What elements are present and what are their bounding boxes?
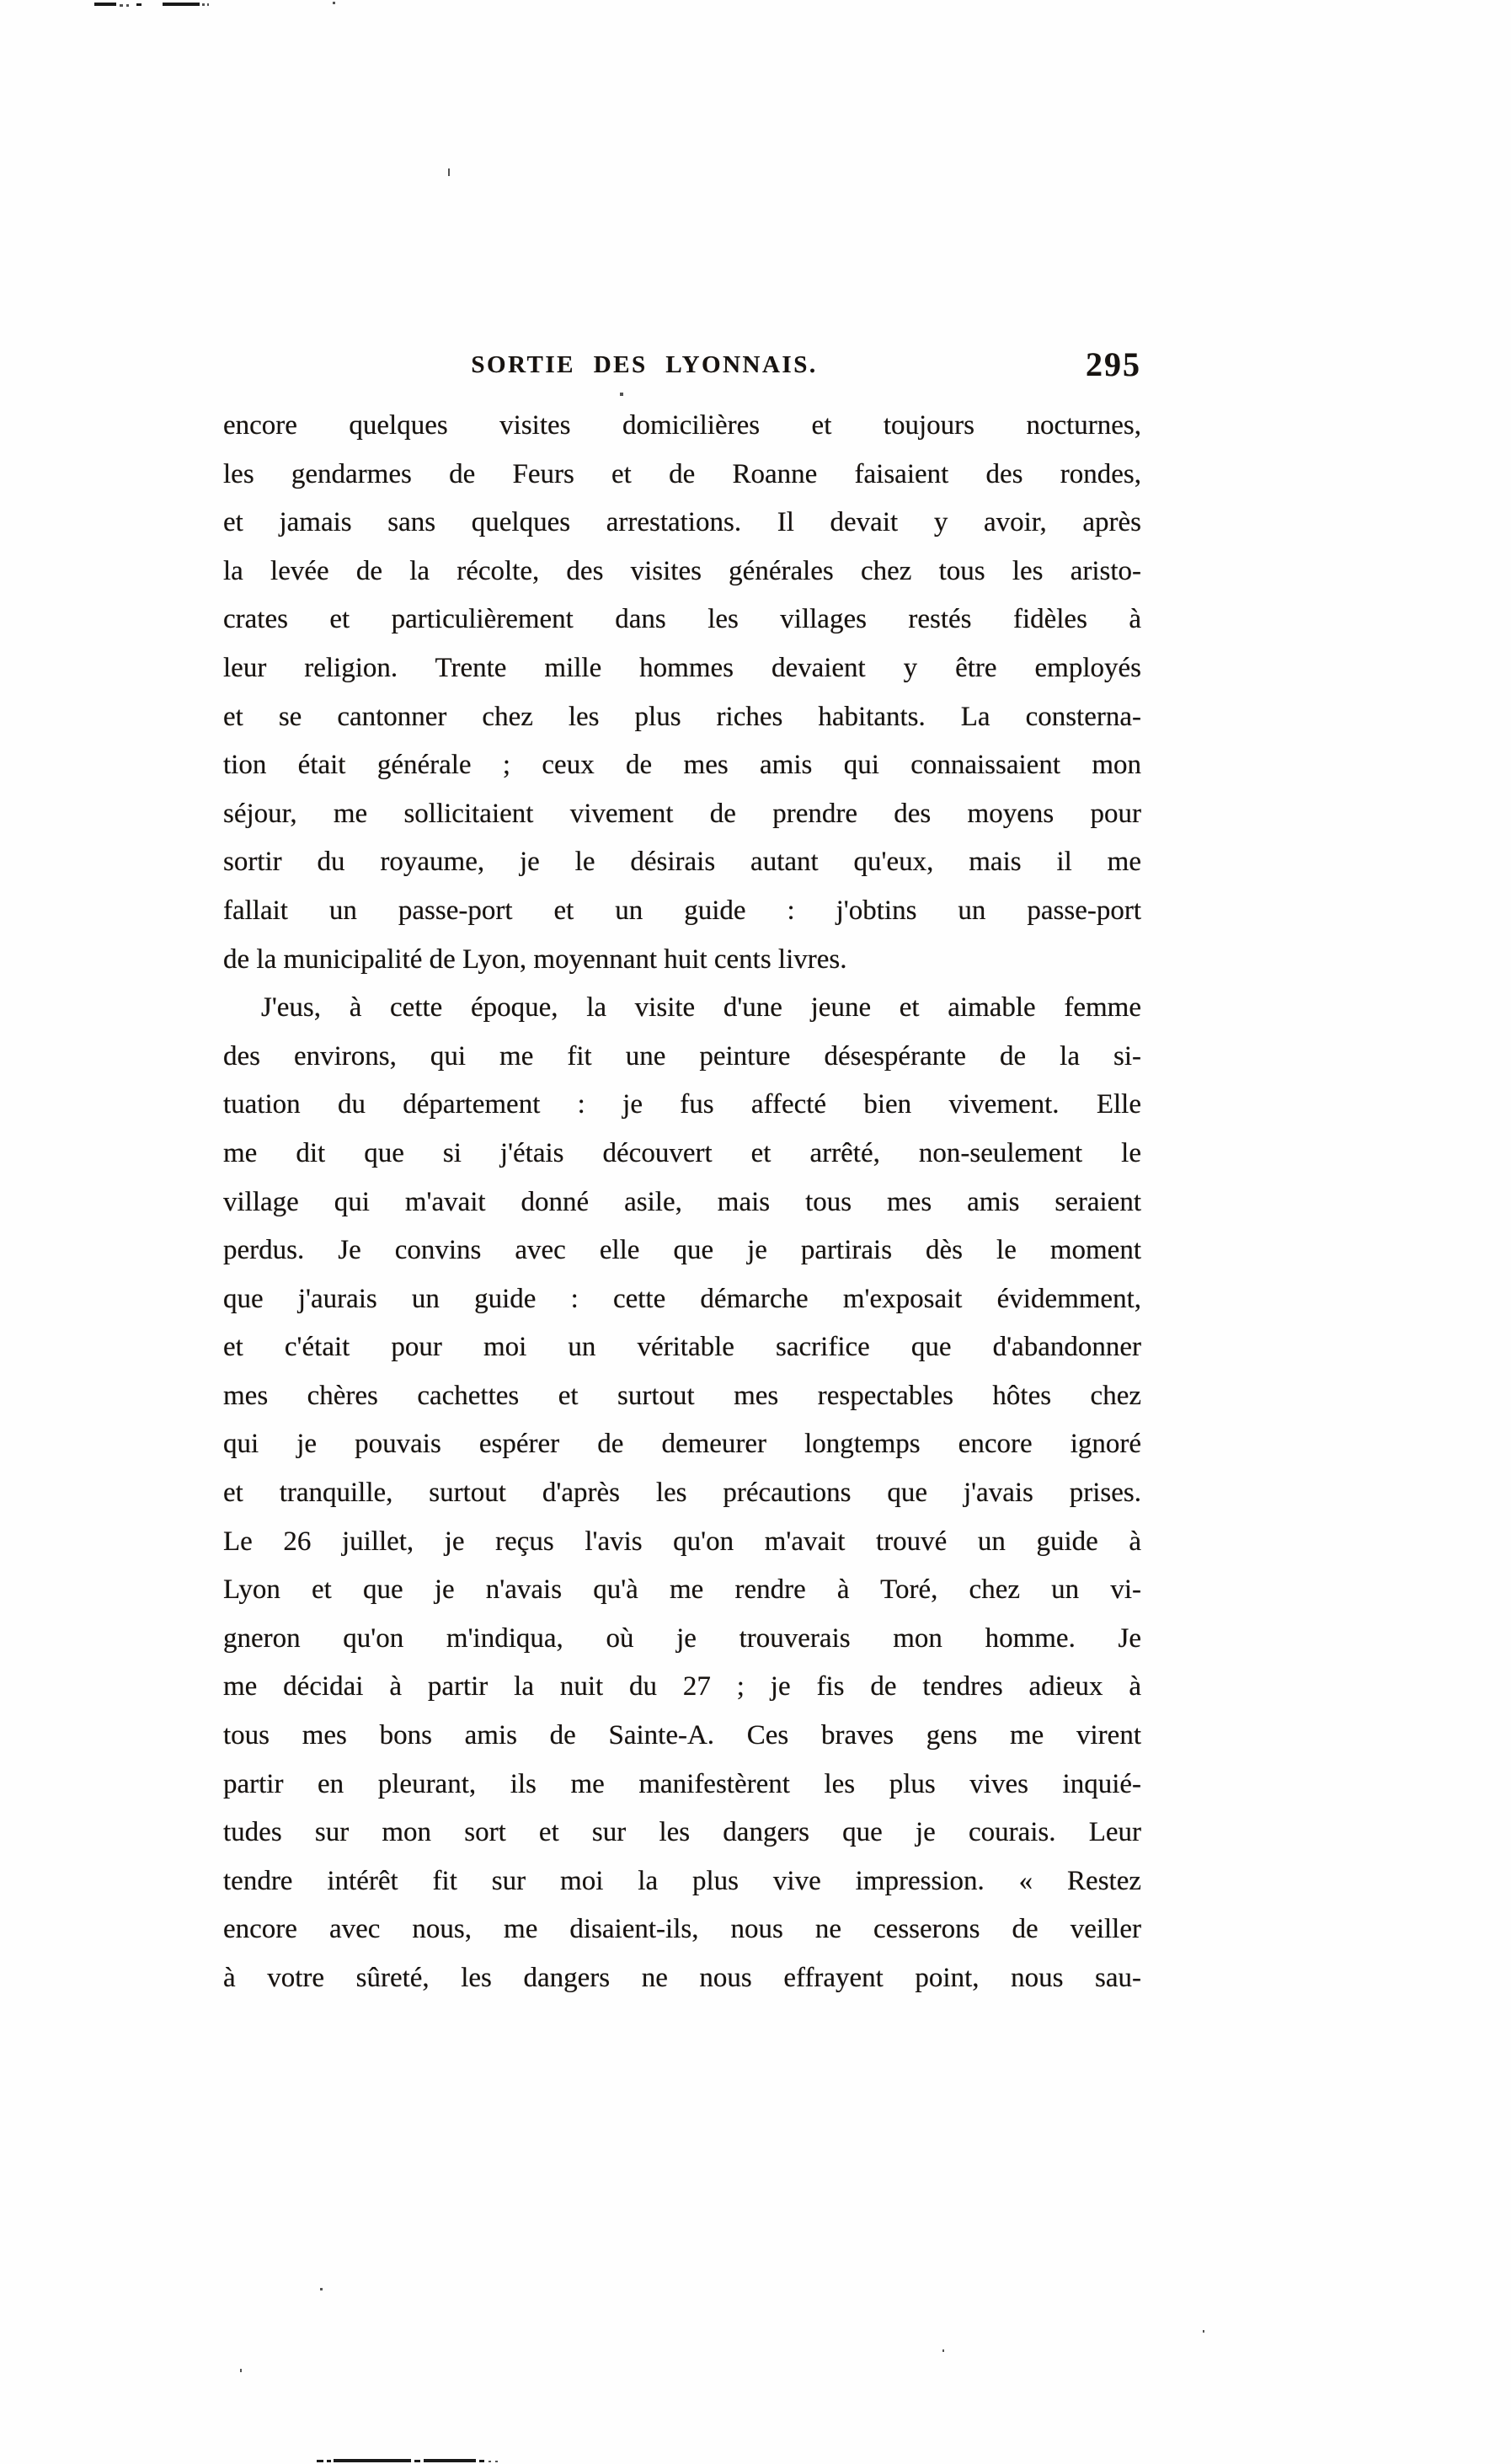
text-line: séjour, me sollicitaient vivement de prendre des moyens pour xyxy=(223,798,1141,829)
ink-speck xyxy=(495,2461,498,2462)
scan-artifact-bottom-dash xyxy=(317,2460,323,2462)
text-line: tendre intérêt fit sur moi la plus vive impression. « Restez xyxy=(223,1865,1141,1896)
text-line: à votre sûreté, les dangers ne nous effrayent point, nous sau- xyxy=(223,1963,1141,1993)
ink-speck xyxy=(620,393,623,396)
ink-speck xyxy=(202,3,205,6)
text-line: qui je pouvais espérer de demeurer longtemps encore ignoré xyxy=(223,1429,1141,1460)
text-line: les gendarmes de Feurs et de Roanne faisaient des rondes, xyxy=(223,458,1141,489)
scan-artifact-bottom-dash xyxy=(479,2460,484,2462)
text-line: tion était générale ; ceux de mes amis qui connaissaient mon xyxy=(223,750,1141,781)
ink-speck xyxy=(126,4,129,7)
text-line: encore quelques visites domicilières et toujours nocturnes, xyxy=(223,410,1141,441)
ink-speck xyxy=(489,2461,491,2462)
text-line: la levée de la récolte, des visites générales chez tous les aristo- xyxy=(223,555,1141,586)
ink-speck xyxy=(942,2349,944,2352)
text-line: sortir du royaume, je le désirais autant qu'eux, mais il me xyxy=(223,847,1141,878)
header-title: SORTIE DES LYONNAIS. xyxy=(471,351,818,378)
ink-speck xyxy=(448,168,450,176)
text-line: tous mes bons amis de Sainte-A. Ces braves gens me virent xyxy=(223,1720,1141,1751)
text-line: J'eus, à cette époque, la visite d'une jeune et aimable femme xyxy=(261,992,1141,1024)
page-number: 295 xyxy=(1086,345,1141,383)
text-line: des environs, qui me fit une peinture désespérante de la si- xyxy=(223,1040,1141,1072)
ink-speck xyxy=(207,3,209,6)
text-line: leur religion. Trente mille hommes devaient y être employés xyxy=(223,652,1141,683)
text-line: Lyon et que je n'avais qu'à me rendre à Toré, chez un vi- xyxy=(223,1574,1141,1606)
ink-speck xyxy=(333,2,335,4)
text-line: village qui m'avait donné asile, mais tous mes amis seraient xyxy=(223,1186,1141,1217)
text-line: partir en pleurant, ils me manifestèrent les plus vives inquié- xyxy=(223,1768,1141,1799)
text-line: perdus. Je convins avec elle que je partirais dès le moment xyxy=(223,1235,1141,1266)
text-line: gneron qu'on m'indiqua, où je trouverais mon homme. Je xyxy=(223,1622,1141,1654)
text-line: encore avec nous, me disaient-ils, nous ne cesserons de veiller xyxy=(223,1914,1141,1945)
scan-artifact-bottom-dash xyxy=(414,2460,420,2462)
text-line: mes chères cachettes et surtout mes respectables hôtes chez xyxy=(223,1380,1141,1411)
scan-artifact-top-dash xyxy=(94,3,116,6)
body-text xyxy=(223,402,1141,2003)
text-line: de la municipalité de Lyon, moyennant huit cents livres. xyxy=(223,943,847,975)
text-line: et c'était pour moi un véritable sacrifice que d'abandonner xyxy=(223,1332,1141,1363)
running-header xyxy=(223,345,1141,390)
text-line: et tranquille, surtout d'après les précautions que j'avais prises. xyxy=(223,1478,1141,1509)
ink-speck xyxy=(120,4,123,7)
text-line: fallait un passe-port et un guide : j'obtins un passe-port xyxy=(223,895,1141,926)
scan-artifact-bottom-dash xyxy=(424,2459,476,2462)
scan-artifact-top-dash xyxy=(136,3,141,6)
text-line: que j'aurais un guide : cette démarche m'exposait évidemment, xyxy=(223,1283,1141,1314)
text-line: et jamais sans quelques arrestations. Il devait y avoir, après xyxy=(223,507,1141,538)
text-line: crates et particulièrement dans les villages restés fidèles à xyxy=(223,604,1141,635)
ink-speck xyxy=(1203,2330,1204,2333)
text-line: et se cantonner chez les plus riches habitants. La consterna- xyxy=(223,701,1141,732)
text-line: Le 26 juillet, je reçus l'avis qu'on m'avait trouvé un guide à xyxy=(223,1526,1141,1557)
text-line: me dit que si j'étais découvert et arrêté, non-seulement le xyxy=(223,1137,1141,1168)
text-line: tudes sur mon sort et sur les dangers que je courais. Leur xyxy=(223,1817,1141,1848)
ink-speck xyxy=(240,2369,242,2372)
scan-artifact-bottom-dash xyxy=(334,2459,411,2462)
text-line: me décidai à partir la nuit du 27 ; je fis de tendres adieux à xyxy=(223,1671,1141,1702)
scan-artifact-top-dash xyxy=(163,3,200,6)
ink-speck xyxy=(320,2288,323,2290)
scan-artifact-bottom-dash xyxy=(327,2460,331,2462)
text-line: tuation du département : je fus affecté bien vivement. Elle xyxy=(223,1089,1141,1120)
